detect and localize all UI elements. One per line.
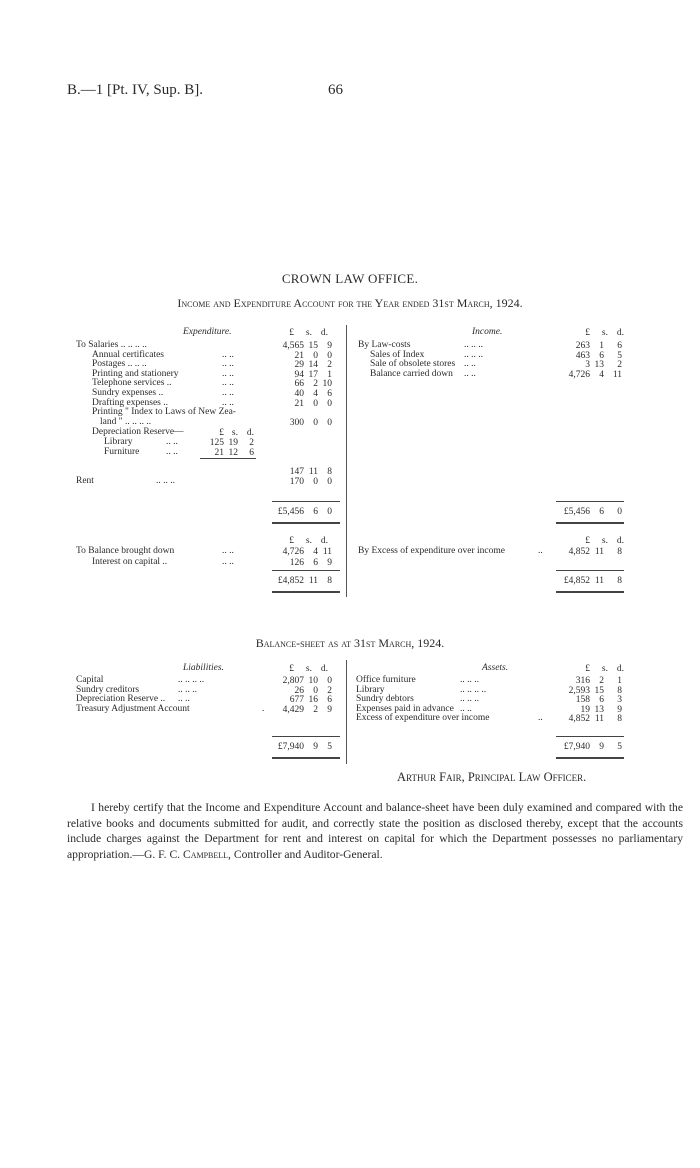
depreciation-total-pounds: 147 <box>289 467 304 477</box>
balance-sheet-title: Balance-sheet as at 31st March, 1924. <box>255 636 445 650</box>
liab-row-0-leader-dots: .. .. .. .. <box>178 675 205 685</box>
liab-row-3-pence: 9 <box>327 704 332 715</box>
liab-row-3-pounds: 4,429 <box>282 704 304 715</box>
assets-total-pounds: £7,940 <box>563 742 590 752</box>
exp-row-8-pounds: 300 <box>289 417 304 428</box>
second-right-row-0-shillings: 11 <box>594 547 604 557</box>
assets-row-0-leader-dots: .. .. .. <box>460 675 479 685</box>
liab-row-1-leader-dots: .. .. .. <box>178 684 197 695</box>
certificate-signer-title: , Controller and Auditor-General. <box>228 847 383 861</box>
assets-row-0-pence: 1 <box>617 676 622 686</box>
exp-row-4-shillings: 2 <box>313 379 318 390</box>
assets-row-1-shillings: 15 <box>594 685 604 696</box>
exp-currency-pence: d. <box>320 328 328 338</box>
assets-row-1-label: Library <box>356 684 385 695</box>
exp-row-5-pounds: 40 <box>294 389 304 399</box>
inc-row-1-shillings: 6 <box>599 350 604 361</box>
assets-row-3-label: Expenses paid in advance <box>356 703 454 714</box>
inc-total-pence: 0 <box>617 507 622 517</box>
exp-row-1-pence: 0 <box>327 350 332 361</box>
assets-row-3-shillings: 13 <box>594 704 604 715</box>
liab-total-rule-bottom <box>272 757 340 759</box>
exp-row-2-leader-dots: .. .. <box>222 359 234 370</box>
exp-row-3-pence: 1 <box>327 369 332 380</box>
exp-row-0-label: To Salaries .. .. .. .. <box>76 340 147 350</box>
expenditure-heading: Expenditure. <box>183 327 232 337</box>
liab-total-shillings: 9 <box>313 742 318 752</box>
inc-row-1-pounds: 463 <box>575 350 590 361</box>
exp-row-6-pounds: 21 <box>294 398 304 409</box>
second-left-currency-pound: £ <box>289 536 294 546</box>
exp-row-1-label: Annual certificates <box>92 349 165 360</box>
assets-heading: Assets. <box>482 663 509 673</box>
exp-row-1-pounds: 21 <box>294 350 304 361</box>
certificate-signer: G. F. C. Campbell <box>143 847 229 861</box>
second-left-row-0-pounds: 4,726 <box>282 547 304 557</box>
exp-row-5-label: Sundry expenses .. <box>92 388 164 398</box>
assets-row-0-pounds: 316 <box>575 676 590 686</box>
exp-row-0-pounds: 4,565 <box>282 341 304 351</box>
assets-row-4-label: Excess of expenditure over income <box>356 713 490 724</box>
assets-row-4-leader-dots: .. <box>538 713 543 724</box>
assets-row-1-pounds: 2,593 <box>568 685 590 696</box>
exp-row-4-label: Telephone services .. <box>92 378 172 389</box>
inc-row-3-label: Balance carried down <box>370 368 453 379</box>
assets-row-4-pence: 8 <box>617 714 622 725</box>
depreciation-item-1-leader-dots: .. .. <box>166 446 178 457</box>
second-left-rule-bottom <box>272 591 340 593</box>
second-right-row-0-pence: 8 <box>617 547 622 557</box>
assets-total-shillings: 9 <box>599 742 604 752</box>
rent-row-shillings: 0 <box>313 477 318 487</box>
liab-row-0-pence: 0 <box>327 676 332 686</box>
assets-row-0-label: Office furniture <box>356 675 416 685</box>
assets-row-2-pounds: 158 <box>575 695 590 706</box>
assets-row-2-leader-dots: .. .. .. <box>460 694 479 705</box>
liab-row-1-label: Sundry creditors <box>76 684 140 695</box>
exp-row-8-label: land " .. .. .. .. <box>100 416 152 427</box>
assets-total-rule-top <box>556 736 624 737</box>
liab-row-1-pence: 2 <box>327 685 332 696</box>
second-left-row-0-shillings: 4 <box>313 547 318 557</box>
assets-row-3-leader-dots: .. .. <box>460 703 472 714</box>
exp-row-2-pence: 2 <box>327 360 332 371</box>
depreciation-item-1-pence: 6 <box>249 447 254 458</box>
inc-row-2-leader-dots: .. .. <box>464 359 476 370</box>
inc-row-2-pence: 2 <box>617 360 622 371</box>
depreciation-subtotal-rule <box>200 458 256 459</box>
depreciation-reserve-label: Depreciation Reserve— <box>92 427 184 437</box>
exp-row-5-leader-dots: .. .. <box>222 388 234 398</box>
assets-currency-pence: d. <box>616 664 624 674</box>
office-title: CROWN LAW OFFICE. <box>281 271 419 286</box>
inc-row-1-label: Sales of Index <box>370 349 425 360</box>
exp-row-2-pounds: 29 <box>294 360 304 371</box>
second-left-currency-pence: d. <box>320 536 328 546</box>
second-left-row-1-shillings: 6 <box>313 558 318 568</box>
liab-row-2-label: Depreciation Reserve .. <box>76 694 166 705</box>
second-left-total-pence: 8 <box>327 576 332 586</box>
exp-row-5-shillings: 4 <box>313 389 318 399</box>
depreciation-item-0-label: Library <box>104 437 133 447</box>
exp-row-5-pence: 6 <box>327 389 332 399</box>
liabilities-heading: Liabilities. <box>183 663 224 673</box>
depreciation-total-shillings: 11 <box>308 467 318 477</box>
liab-row-2-pounds: 677 <box>289 695 304 706</box>
liab-row-2-leader-dots: .. .. <box>178 694 190 705</box>
signature-line: Arthur Fair, Principal Law Officer. <box>397 770 587 784</box>
assets-total-pence: 5 <box>617 742 622 752</box>
second-left-row-1-pounds: 126 <box>289 558 304 568</box>
liab-row-0-pounds: 2,807 <box>282 676 304 686</box>
liab-row-2-pence: 6 <box>327 695 332 706</box>
depreciation-item-1-shillings: 12 <box>228 447 238 458</box>
exp-row-7-label: Printing " Index to Laws of New Zea- <box>92 407 236 418</box>
second-right-currency-shilling: s. <box>601 536 608 546</box>
assets-currency-shilling: s. <box>601 664 608 674</box>
liab-currency-pence: d. <box>320 664 328 674</box>
exp-row-0-pence: 9 <box>327 341 332 351</box>
inc-total-pounds: £5,456 <box>563 507 590 517</box>
inc-row-0-label: By Law-costs <box>358 340 411 350</box>
inc-currency-shilling: s. <box>601 328 608 338</box>
assets-row-1-pence: 8 <box>617 685 622 696</box>
exp-row-6-label: Drafting expenses .. <box>92 397 168 408</box>
inc-row-1-pence: 5 <box>617 350 622 361</box>
inc-row-0-pence: 6 <box>617 341 622 351</box>
liab-row-3-shillings: 2 <box>313 704 318 715</box>
second-left-total-shillings: 11 <box>308 576 318 586</box>
second-left-row-1-pence: 9 <box>327 558 332 568</box>
depreciation-total-pence: 8 <box>327 467 332 477</box>
inc-row-1-leader-dots: .. .. .. <box>464 349 483 360</box>
inc-currency-pence: d. <box>616 328 624 338</box>
exp-row-2-label: Postages .. .. .. <box>92 359 147 370</box>
inc-row-3-pence: 11 <box>612 369 622 380</box>
rent-row-pence: 0 <box>327 477 332 487</box>
inc-total-rule-bottom <box>556 522 624 524</box>
second-left-row-1-label: Interest on capital .. <box>92 557 168 567</box>
exp-row-6-leader-dots: .. .. <box>222 397 234 408</box>
exp-row-4-pence: 10 <box>322 379 332 390</box>
depreciation-item-1-label: Furniture <box>104 446 140 457</box>
second-left-total-pounds: £4,852 <box>277 576 304 586</box>
inc-row-3-leader-dots: .. .. <box>464 368 476 379</box>
exp-row-6-shillings: 0 <box>313 398 318 409</box>
depreciation-currency-pence: d. <box>246 428 254 438</box>
exp-row-3-pounds: 94 <box>294 369 304 380</box>
assets-row-0-shillings: 2 <box>599 676 604 686</box>
inc-total-shillings: 6 <box>599 507 604 517</box>
balance-column-divider <box>346 660 347 764</box>
assets-row-2-shillings: 6 <box>599 695 604 706</box>
liab-row-1-shillings: 0 <box>313 685 318 696</box>
liab-row-2-shillings: 16 <box>308 695 318 706</box>
depreciation-item-0-pence: 2 <box>249 438 254 448</box>
second-right-rule-bottom <box>556 591 624 593</box>
assets-row-4-shillings: 11 <box>594 714 604 725</box>
exp-row-1-shillings: 0 <box>313 350 318 361</box>
second-right-total-pence: 8 <box>617 576 622 586</box>
exp-total-pence: 0 <box>327 507 332 517</box>
exp-row-3-leader-dots: .. .. <box>222 368 234 379</box>
income-heading: Income. <box>472 327 503 337</box>
exp-row-4-pounds: 66 <box>294 379 304 390</box>
exp-currency-shilling: s. <box>305 328 312 338</box>
certificate-text: I hereby certify that the Income and Expenditure Account and balance-sheet have been duly examined and compared with the relative books and documents submitted for audit, and correctly state the position as disclosed thereby, except that the accounts include charges against the Department for rent and interest on capital for which the Department possesses no parliamentary appropriation.— <box>67 801 683 861</box>
assets-row-1-leader-dots: .. .. .. .. <box>460 684 487 695</box>
inc-row-0-shillings: 1 <box>599 341 604 351</box>
liab-row-3-leader-dots: . <box>262 703 265 714</box>
exp-row-8-shillings: 0 <box>313 417 318 428</box>
rent-row-pounds: 170 <box>289 477 304 487</box>
depreciation-item-0-pounds: 125 <box>209 438 224 448</box>
liab-row-1-pounds: 26 <box>294 685 304 696</box>
account-column-divider <box>346 325 347 597</box>
assets-row-3-pence: 9 <box>617 704 622 715</box>
liab-row-0-shillings: 10 <box>308 676 318 686</box>
exp-row-4-leader-dots: .. .. <box>222 378 234 389</box>
exp-row-3-shillings: 17 <box>308 369 318 380</box>
liab-total-rule-top <box>272 736 340 737</box>
depreciation-item-0-leader-dots: .. .. <box>166 437 178 447</box>
second-right-row-0-leader-dots: .. <box>538 546 543 556</box>
inc-total-rule-top <box>556 501 624 502</box>
second-left-row-1-leader-dots: .. .. <box>222 557 234 567</box>
second-left-currency-shilling: s. <box>305 536 312 546</box>
exp-total-shillings: 6 <box>313 507 318 517</box>
exp-row-6-pence: 0 <box>327 398 332 409</box>
second-left-rule-top <box>272 570 340 571</box>
assets-row-2-label: Sundry debtors <box>356 694 414 705</box>
inc-row-2-label: Sale of obsolete stores <box>370 359 456 370</box>
depreciation-currency-shilling: s. <box>231 428 238 438</box>
rent-row-leader-dots: .. .. .. <box>156 476 175 486</box>
assets-row-2-pence: 3 <box>617 695 622 706</box>
rent-row-label: Rent <box>76 476 94 486</box>
liab-currency-shilling: s. <box>305 664 312 674</box>
exp-total-rule-top <box>272 501 340 502</box>
second-left-row-0-pence: 11 <box>322 547 332 557</box>
exp-row-0-shillings: 15 <box>308 341 318 351</box>
second-right-currency-pound: £ <box>585 536 590 546</box>
exp-row-3-label: Printing and stationery <box>92 368 179 379</box>
inc-row-0-pounds: 263 <box>575 341 590 351</box>
page-reference: B.—1 [Pt. IV, Sup. B]. <box>67 82 203 98</box>
liab-row-3-label: Treasury Adjustment Account <box>76 703 190 714</box>
assets-row-4-pounds: 4,852 <box>568 714 590 725</box>
exp-total-pounds: £5,456 <box>277 507 304 517</box>
inc-row-2-shillings: 13 <box>594 360 604 371</box>
exp-row-2-shillings: 14 <box>308 360 318 371</box>
second-right-rule-top <box>556 570 624 571</box>
depreciation-currency-pound: £ <box>219 428 224 438</box>
inc-row-3-shillings: 4 <box>599 369 604 380</box>
liab-currency-pound: £ <box>289 664 294 674</box>
inc-currency-pound: £ <box>585 328 590 338</box>
inc-row-0-leader-dots: .. .. .. <box>464 340 483 350</box>
second-right-row-0-pounds: 4,852 <box>568 547 590 557</box>
second-right-row-0-label: By Excess of expenditure over income <box>358 546 505 556</box>
second-right-total-shillings: 11 <box>594 576 604 586</box>
assets-currency-pound: £ <box>585 664 590 674</box>
inc-row-3-pounds: 4,726 <box>568 369 590 380</box>
second-right-currency-pence: d. <box>616 536 624 546</box>
depreciation-item-0-shillings: 19 <box>228 438 238 448</box>
audit-certificate <box>67 800 683 862</box>
exp-row-1-leader-dots: .. .. <box>222 349 234 360</box>
exp-currency-pound: £ <box>289 328 294 338</box>
liab-total-pence: 5 <box>327 742 332 752</box>
liab-total-pounds: £7,940 <box>277 742 304 752</box>
assets-row-3-pounds: 19 <box>580 704 590 715</box>
inc-row-2-pounds: 3 <box>585 360 590 371</box>
second-left-row-0-label: To Balance brought down <box>76 546 175 556</box>
page-number: 66 <box>328 82 343 98</box>
assets-total-rule-bottom <box>556 757 624 759</box>
depreciation-item-1-pounds: 21 <box>214 447 224 458</box>
exp-total-rule-bottom <box>272 522 340 524</box>
account-title: Income and Expenditure Account for the Year ended 31st March, 1924. <box>177 296 523 310</box>
second-right-total-pounds: £4,852 <box>563 576 590 586</box>
second-left-row-0-leader-dots: .. .. <box>222 546 234 556</box>
exp-row-8-pence: 0 <box>327 417 332 428</box>
liab-row-0-label: Capital <box>76 675 104 685</box>
